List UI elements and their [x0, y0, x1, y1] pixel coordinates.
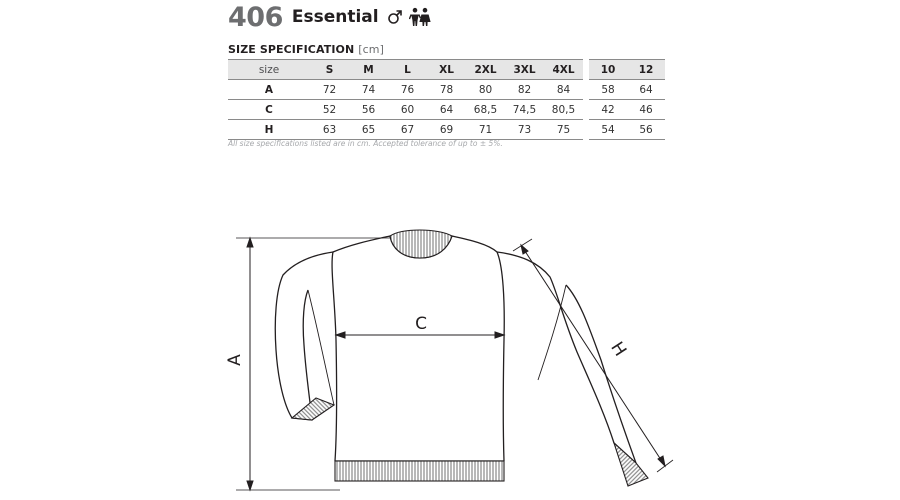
table-cell: 73	[505, 120, 544, 140]
table-cell: 54	[589, 120, 627, 140]
table-cell: 68,5	[466, 100, 505, 120]
dimension-c-label: C	[415, 314, 427, 334]
size-header-10: 10	[589, 60, 627, 80]
table-cell: 74	[349, 80, 388, 100]
size-header-3xl: 3XL	[505, 60, 544, 80]
dimension-a-arrow-bottom	[247, 481, 253, 490]
row-label-c: C	[228, 100, 310, 120]
left-seam	[308, 290, 334, 405]
table-cell: 65	[349, 120, 388, 140]
table-cell: 74,5	[505, 100, 544, 120]
row-label-a: A	[228, 80, 310, 100]
table-cell: 46	[627, 100, 665, 120]
table-cell: 78	[427, 80, 466, 100]
table-cell: 75	[544, 120, 583, 140]
size-header-xl: XL	[427, 60, 466, 80]
table-cell: 84	[544, 80, 583, 100]
size-header-l: L	[388, 60, 427, 80]
size-header-4xl: 4XL	[544, 60, 583, 80]
dimension-h-line	[521, 245, 665, 466]
table-cell: 64	[627, 80, 665, 100]
table-cell: 56	[349, 100, 388, 120]
size-header-2xl: 2XL	[466, 60, 505, 80]
sweatshirt-outline	[275, 236, 636, 463]
tolerance-note: All size specifications listed are in cm. Accepted tolerance of up to ± 5%.	[228, 139, 503, 148]
table-cell: 63	[310, 120, 349, 140]
size-header-s: S	[310, 60, 349, 80]
table-cell: 72	[310, 80, 349, 100]
dimension-a-label: A	[225, 354, 245, 366]
dimension-c-arrow-left	[336, 332, 345, 338]
table-cell: 60	[388, 100, 427, 120]
table-cell: 64	[427, 100, 466, 120]
row-label-h: H	[228, 120, 310, 140]
left-cuff-rib	[292, 398, 334, 420]
table-cell: 69	[427, 120, 466, 140]
product-number: 406	[228, 1, 283, 33]
dimension-h-arrow-top	[521, 245, 528, 254]
left-sleeve	[275, 252, 333, 420]
size-spec-unit: [cm]	[358, 43, 384, 56]
collar-rib	[390, 230, 452, 258]
table-cell: 76	[388, 80, 427, 100]
size-header-label: size	[228, 60, 310, 80]
table-cell: 42	[589, 100, 627, 120]
dimension-h	[513, 239, 673, 472]
dimension-c-arrow-right	[495, 332, 504, 338]
table-cell: 82	[505, 80, 544, 100]
table-cell: 58	[589, 80, 627, 100]
right-seam	[538, 285, 566, 380]
size-header-m: M	[349, 60, 388, 80]
table-cell: 67	[388, 120, 427, 140]
table-cell: 71	[466, 120, 505, 140]
dimension-a	[236, 238, 390, 490]
product-name: Essential	[291, 7, 379, 27]
body	[332, 236, 504, 461]
table-cell: 80	[466, 80, 505, 100]
dimension-a-arrow-top	[247, 238, 253, 247]
table-cell: 80,5	[544, 100, 583, 120]
size-spec-title-text: SIZE SPECIFICATION	[228, 43, 355, 56]
size-header-12: 12	[627, 60, 665, 80]
hem-rib	[335, 461, 504, 481]
table-cell: 52	[310, 100, 349, 120]
dimension-h-label: H	[606, 338, 631, 361]
table-cell: 56	[627, 120, 665, 140]
